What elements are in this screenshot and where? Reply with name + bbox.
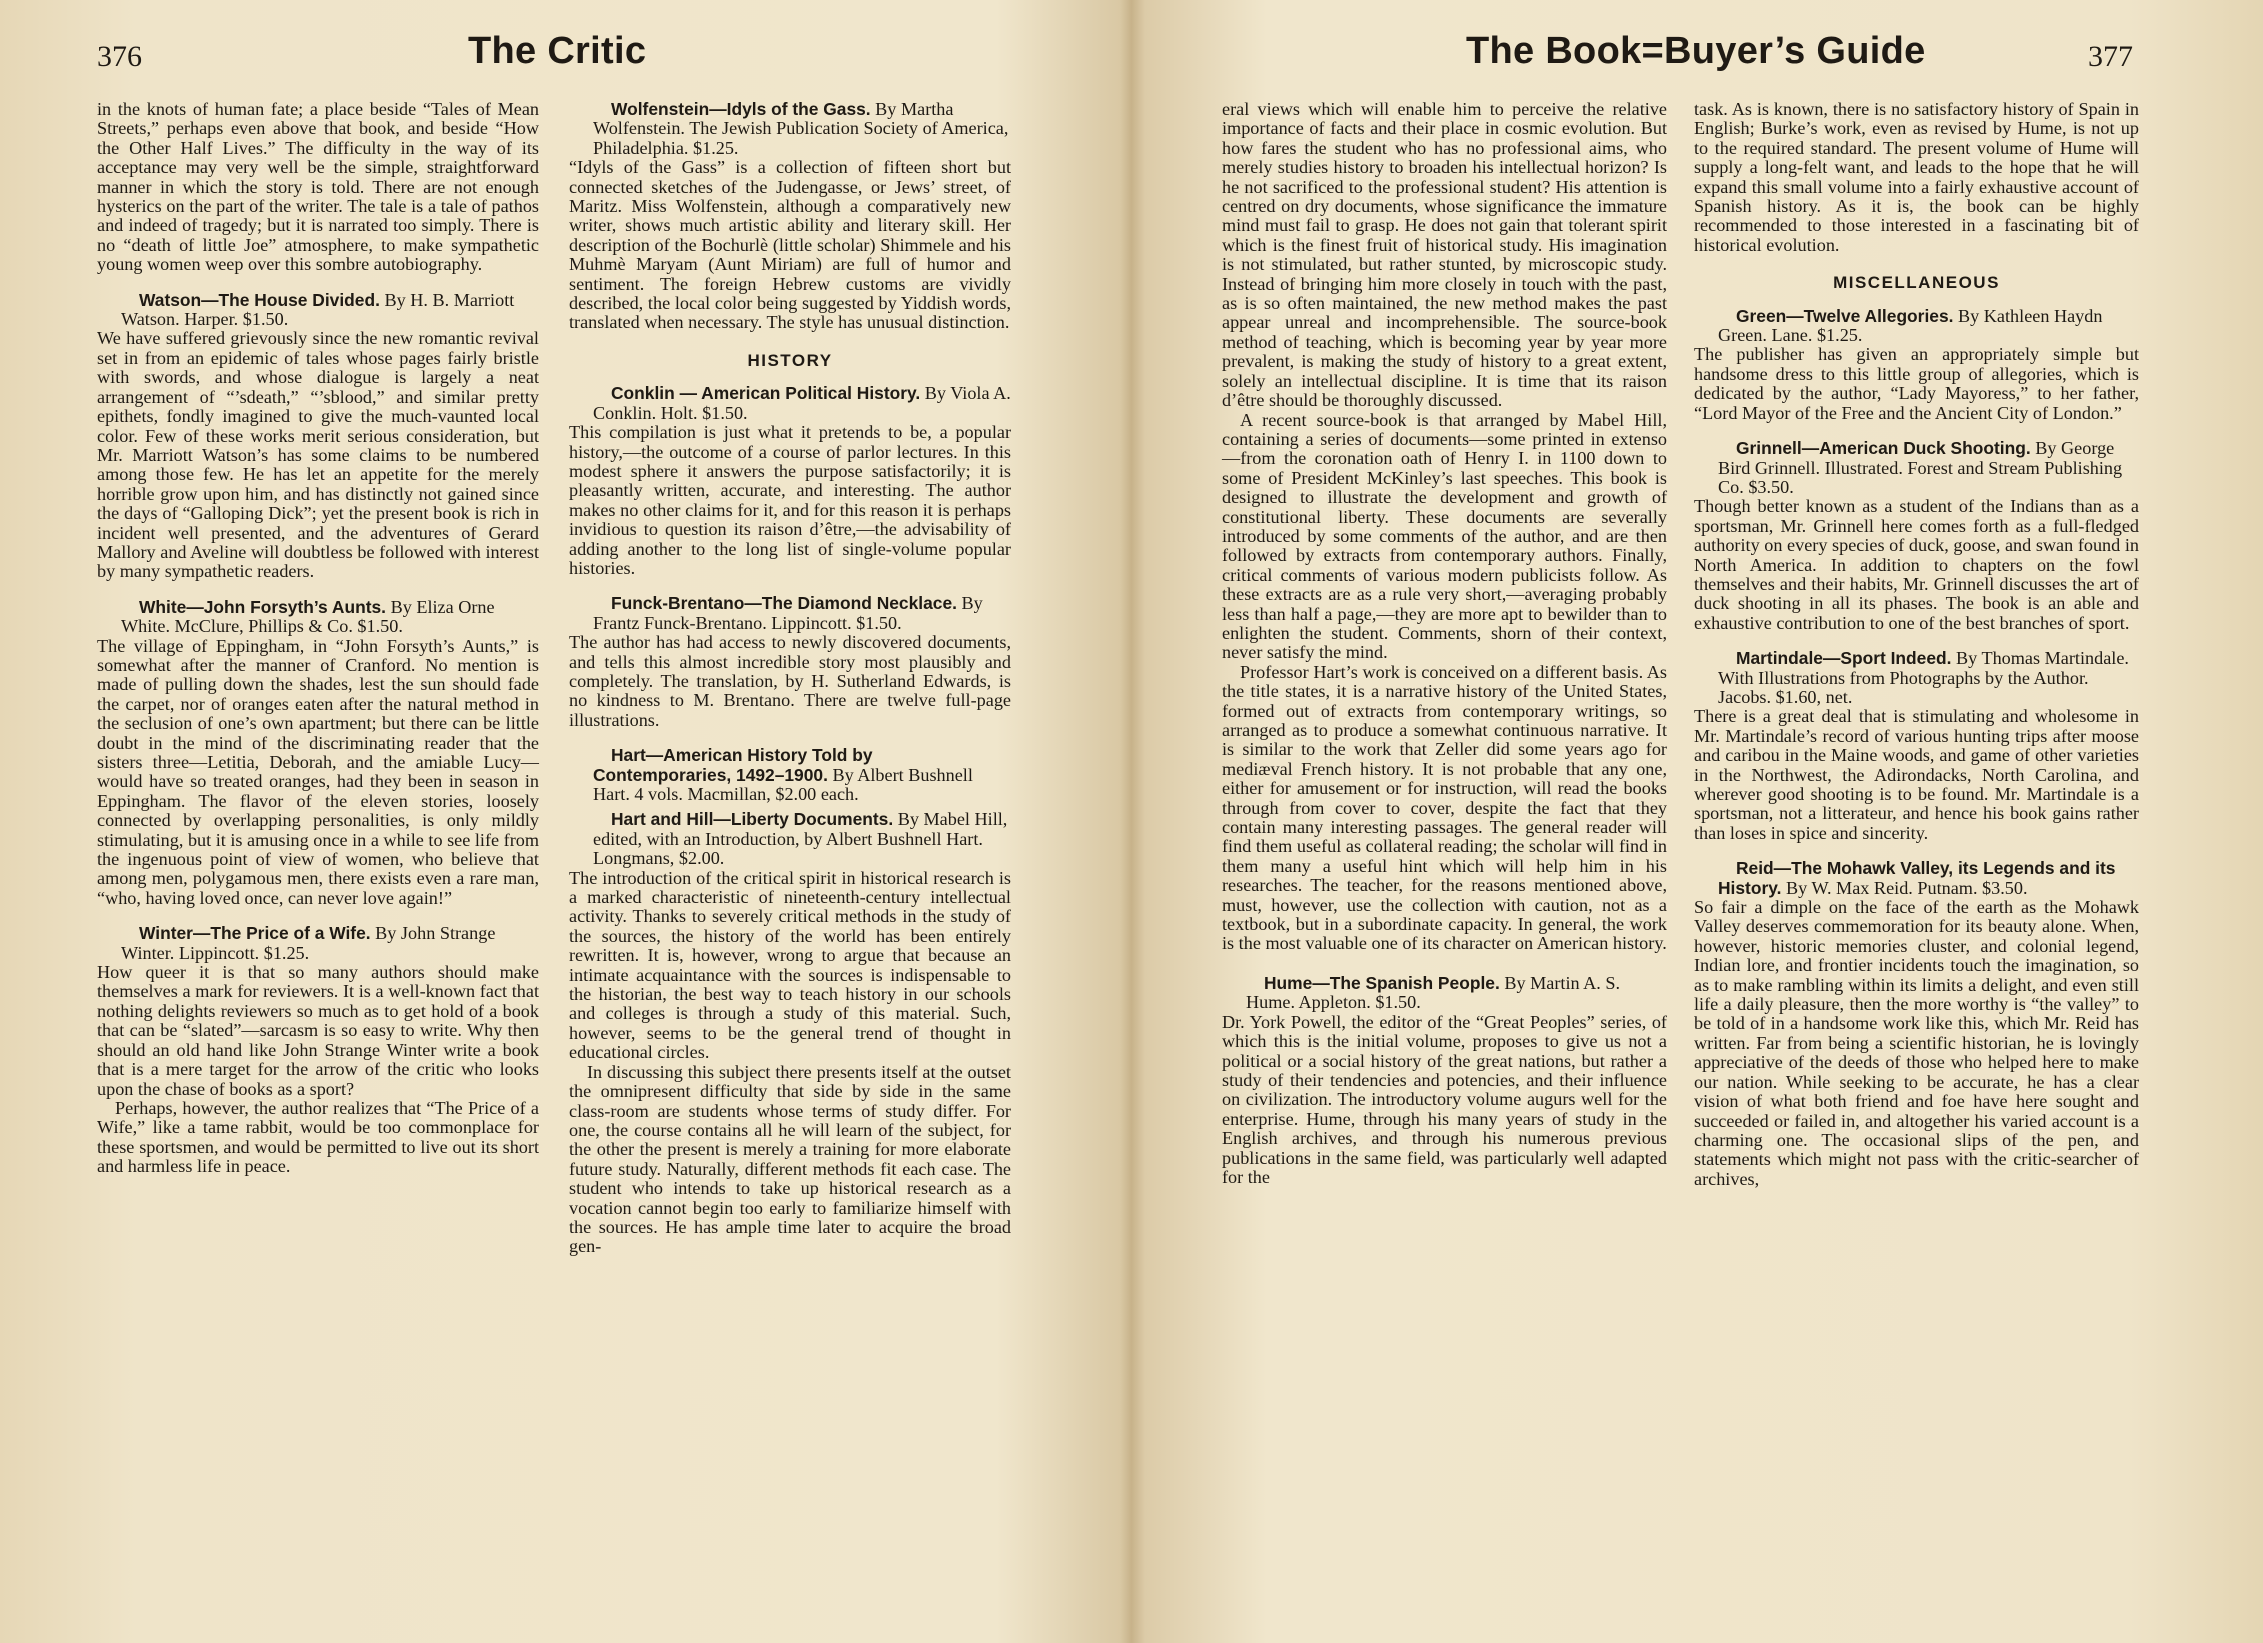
entry-heading (97, 598, 539, 637)
review-entry (97, 598, 539, 909)
section-heading-history: HISTORY (747, 350, 833, 370)
entry-text: This compilation is just what it pretends to be, a popular history,—the outcome of a course of parlor lectures. In this modest sphere it answers the purpose satisfactorily; it is pleasantly written, accurate, and interesting. The author makes no other claims for it, and for this reason it is perhaps invidious to question its raison d’être,—the advisability of adding another to the long list of single-volume popular histories. (569, 422, 1011, 578)
section-heading-miscellaneous: MISCELLANEOUS (1833, 273, 2000, 293)
entry-text: “Idyls of the Gass” is a collection of fifteen short but connected sketches of the Judengasse, or Jews’ street, of Maritz. Miss Wolfenstein, although a comparatively new writer, shows much artistic ability and literary skill. Her description of the Bochurlè (little scholar) Shimmele and his Muhmè Maryam (Aunt Miriam) are full of humor and sentiment. The foreign Hebrew customs are vividly described, the local color being suggested by Yiddish words, translated when necessary. The style has unusual distinction. (569, 157, 1011, 333)
entry-text: Though better known as a student of the Indians than as a sportsman, Mr. Grinnell here comes forth as a full-fledged authority on every species of duck, goose, and swan found in North America. In addition to chapters on the fowl themselves and their habits, Mr. Grinnell discusses the art of duck shooting in all its phases. The book is an able and exhaustive contribution to one of the best branches of sport. (1694, 496, 2139, 633)
entry-heading (569, 100, 1011, 158)
entry-heading (1694, 649, 2139, 707)
entry-heading (1694, 307, 2139, 346)
entry-title: Reid—The Mohawk Valley, its Legends and its History. (1718, 858, 2116, 898)
review-entry (1694, 307, 2139, 423)
entry-title: Watson—The House Divided. (139, 289, 380, 310)
entry-text: In discussing this subject there presents itself at the outset the omnipresent difficulty that side by side in the same class-room are students whose terms of study differ. For one, the course contains all he will learn of the subject, for the other the present is merely a training for more elaborate future study. Naturally, different methods fit each case. The student who intends to take up historical research as a vocation cannot begin too early to familiarize himself with the sources. He has ample time later to acquire the broad gen- (569, 1061, 1011, 1257)
left-column-1 (97, 100, 539, 1193)
entry-title: Funck-Brentano—The Diamond Necklace. (611, 593, 957, 614)
review-entry (569, 100, 1011, 333)
entry-heading (1222, 974, 1667, 1013)
left-page (0, 0, 1131, 1643)
left-column-2 (569, 100, 1011, 1273)
entry-heading (97, 924, 539, 963)
entry-info: By Frantz Funck-Brentano. Lippincott. $1.50. (593, 593, 983, 633)
continuation-text: Professor Hart’s work is conceived on a different basis. As the title states, it is a narrative history of the United States, formed out of extracts from contemporary writings, so arranged as to produce a somewhat continuous narrative. It is similar to the work that Zeller did some years ago for mediæval French history. It is not probable that any one, either for amusement or for instruction, will read the books through from cover to cover, despite the fact that they contain many interesting passages. The general reader will find them useful as collateral reading; the scholar will find in them many a useful hint which will help him in his researches. The teacher, for the reasons mentioned above, must, however, use the collection with caution, not as a textbook, but in a subordinate capacity. In general, the work is the most valuable one of its character on American history. (1222, 661, 1667, 954)
right-column-2 (1694, 100, 2139, 1205)
review-entry (97, 291, 539, 582)
entry-text: Dr. York Powell, the editor of the “Great Peoples” series, of which this is the initial volume, proposes to give us not a political or a social history of the great nations, but rather a study of their tendencies and potencies, and their influence on civilization. The introductory volume augurs well for the enterprise. Hume, through his many years of study in the English archives, and through his numerous previous publications in the same field, was particularly well adapted for the (1222, 1011, 1667, 1187)
review-entry (569, 810, 1011, 1256)
right-page (1132, 0, 2263, 1643)
page-number-right: 377 (2088, 40, 2133, 73)
entry-title: Green—Twelve Allegories. (1736, 305, 1954, 326)
entry-title: Conklin — American Political History. (611, 383, 921, 404)
entry-title: Hart—American History Told by Contemporaries, 1492–1900. (593, 745, 873, 785)
review-entry (569, 594, 1011, 730)
review-entry (569, 384, 1011, 578)
entry-title: Hume—The Spanish People. (1264, 972, 1500, 993)
continuation-text: A recent source-book is that arranged by Mabel Hill, containing a series of documents—some printed in extenso—from the coronation oath of Henry I. in 1100 down to some of President McKinley’s last speeches. This book is designed to illustrate the development and growth of constitutional liberty. These documents are severally introduced by some comments of the author, and are then followed by extracts from contemporary authors. Finally, critical comments of various modern publicists follow. As these extracts are as a rule very short,—averaging probably less than half a page,—they are more apt to bewilder than to enlighten the student. Comments, shorn of their context, never satisfy the mind. (1222, 409, 1667, 663)
entry-heading (569, 810, 1011, 868)
entry-text: The author has had access to newly discovered documents, and tells this almost incredible story most plausibly and completely. The translation, by H. Sutherland Edwards, is no kindness to M. Brentano. There are twelve full-page illustrations. (569, 632, 1011, 730)
continuation-text: eral views which will enable him to perceive the relative importance of facts and their place in cosmic evolution. But how fares the student who has no professional aims, who merely studies history to broaden his intellectual horizon? Is he not sacrificed to the professional student? His attention is centred on dry documents, whose significance the immature mind must fail to grasp. He does not gain that tolerant spirit which is the finest fruit of historical study. His imagination is not stimulated, but rather stunted, by microscopic study. Instead of bringing him more closely in touch with the past, as is so often maintained, the new method makes the past appear unreal and incomprehensible. The source-book method of teaching, which is becoming year by year more prevalent, is making the study of history to a great extent, solely an intellectual discipline. It is time that its raison d’être should be thoroughly discussed. (1222, 99, 1667, 411)
entry-title: Grinnell—American Duck Shooting. (1736, 438, 2031, 459)
right-column-1 (1222, 100, 1667, 1203)
entry-title: White—John Forsyth’s Aunts. (139, 596, 387, 617)
entry-info: By Albert Bushnell Hart. 4 vols. Macmillan, $2.00 each. (593, 764, 973, 804)
entry-info: By Thomas Martindale. With Illustrations from Photographs by the Author. Jacobs. $1.60, net. (1718, 648, 2129, 707)
review-entry (1222, 974, 1667, 1187)
entry-heading (1694, 439, 2139, 497)
entry-heading (569, 594, 1011, 633)
running-title-right: The Book=Buyer’s Guide (1466, 30, 1926, 72)
entry-info: By Viola A. Conklin. Holt. $1.50. (593, 383, 1011, 423)
entry-info: By Mabel Hill, edited, with an Introduction, by Albert Bushnell Hart. Longmans, $2.00. (593, 809, 1008, 869)
entry-info: By Martin A. S. Hume. Appleton. $1.50. (1246, 972, 1621, 1013)
entry-info: By W. Max Reid. Putnam. $3.50. (1786, 877, 2028, 898)
entry-heading (1694, 859, 2139, 898)
entry-title: Winter—The Price of a Wife. (139, 923, 371, 944)
entry-heading (569, 746, 1011, 804)
entry-info: By H. B. Marriott Watson. Harper. $1.50. (121, 289, 515, 330)
entry-text: The village of Eppingham, in “John Forsyth’s Aunts,” is somewhat after the manner of Cranford. No mention is made of pulling down the shades, lest the sun should fade the carpet, nor of oranges eaten after the natural method in the seclusion of one’s own apartment; but there can be little doubt in the mind of the discriminating reader that the sisters three—Letitia, Deborah, and the amiable Lucy—would have so treated oranges, had they been in season in Eppingham. The flavor of the eleven stories, loosely connected by overlapping personalities, is only mildly stimulating, but it is amusing once in a while to see life from the ingenuous point of view of women, who believe that among men, polygamous men, there exists even a rare man, “who, having loved once, can never love again!” (97, 635, 539, 908)
entry-text: The publisher has given an appropriately simple but handsome dress to this little group of allegories, which is dedicated by the author, “Lady Mayoress,” to her father, “Lord Mayor of the Free and the Ancient City of London.” (1694, 344, 2139, 423)
entry-text: So fair a dimple on the face of the earth as the Mohawk Valley deserves commemoration for its beauty alone. When, however, historic memories cluster, and colonial legend, Indian lore, and frontier incidents touch the imagination, so as to make rambling within its limits a delight, and even still life a daily pleasure, then the more worthy is “the valley” to be told of in a handsome work like this, which Mr. Reid has written. Far from being a scientific historian, he is lovingly appreciative of the deeds of those who helped here to make our nation. While seeking to be accurate, he has a clear vision of what both friend and foe have here sought and succeeded or failed in, and altogether his varied account is a charming one. The occasional slips of the pen, and statements which might not pass with the critic-searcher of archives, (1694, 897, 2139, 1189)
continuation-text: task. As is known, there is no satisfactory history of Spain in English; Burke’s work, even as revised by Hume, is not up to the required standard. The present volume of Hume will supply a long-felt want, and leads to the hope that he will expand this small volume into a fairly exhaustive account of Spanish history. As it is, the book can be highly recommended to those interested in a fascinating bit of historical evolution. (1694, 99, 2139, 255)
entry-info: By Martha Wolfenstein. The Jewish Publication Society of America, Philadelphia. $1.25. (593, 99, 1009, 158)
entry-info: By John Strange Winter. Lippincott. $1.25. (121, 923, 496, 963)
entry-title: Hart and Hill—Liberty Documents. (611, 809, 894, 830)
page-number-left: 376 (97, 40, 142, 73)
entry-info: By Kathleen Haydn Green. Lane. $1.25. (1718, 305, 2103, 346)
entry-text: How queer it is that so many authors should make themselves a mark for reviewers. It is a well-known fact that nothing delights reviewers so much as to get hold of a book that can be “slated”—sarcasm is so easy to write. Why then should an old hand like John Strange Winter write a book that is a mere target for the arrow of the critic who looks upon the chase of books as a sport? (97, 962, 539, 1099)
entry-title: Martindale—Sport Indeed. (1736, 648, 1952, 669)
running-title-left: The Critic (468, 30, 647, 72)
entry-heading (97, 291, 539, 330)
review-entry (1694, 439, 2139, 633)
review-entry (97, 924, 539, 1176)
review-entry (1694, 859, 2139, 1189)
review-entry (1694, 649, 2139, 843)
entry-text: The introduction of the critical spirit in historical research is a marked characteristic of nineteenth-century intellectual activity. Thanks to severely critical methods in the study of the sources, the history of the world has been entirely rewritten. It is, however, wrong to argue that because an intimate acquaintance with the sources is indispensable to the historian, the best way to teach history in our schools and colleges is through a study of this material. Such, however, seems to be the general trend of thought in educational circles. (569, 867, 1011, 1063)
continuation-text: in the knots of human fate; a place beside “Tales of Mean Streets,” perhaps even above that book, and beside “How the Other Half Lives.” The difficulty in the way of its acceptance may very well be the simple, straightforward manner in which the story is told. There are not enough hysterics on the part of the writer. The tale is a tale of pathos and indeed of tragedy; but it is narrated too simply. There is no “death of little Joe” atmosphere, to make sympathetic young women weep over this sombre autobiography. (97, 99, 539, 275)
entry-text: We have suffered grievously since the new romantic revival set in from an epidemic of tales whose pages fairly bristle with swords, and whose dialogue is largely a neat arrangement of “’sdeath,” “’sblood,” and similar pretty epithets, fondly imagined to give the much-vaunted local color. Few of these works merit serious consideration, but Mr. Marriott Watson’s has some claims to be numbered among those few. He has let an appetite for the merely horrible grow upon him, and has distinctly not gained since the days of “Galloping Dick”; yet the present book is rich in incident well presented, and the adventures of Gerard Mallory and Aveline will doubtless be followed with interest by many sympathetic readers. (97, 328, 539, 582)
entry-title: Wolfenstein—Idyls of the Gass. (611, 99, 871, 119)
entry-info: By George Bird Grinnell. Illustrated. Forest and Stream Publishing Co. $3.50. (1718, 438, 2123, 497)
entry-text: Perhaps, however, the author realizes that “The Price of a Wife,” like a tame rabbit, would be too commonplace for these sportsmen, and would be permitted to live out its short and harmless life in peace. (97, 1097, 539, 1177)
review-entry (569, 746, 1011, 804)
entry-text: There is a great deal that is stimulating and wholesome in Mr. Martindale’s record of various hunting trips after moose and caribou in the Maine woods, and game of other varieties in the Northwest, the Adirondacks, North Carolina, and wherever good shooting is to be found. Mr. Martindale is a sportsman, not a litterateur, and hence his book gains rather than loses in spice and sincerity. (1694, 706, 2139, 843)
entry-heading (569, 384, 1011, 423)
entry-info: By Eliza Orne White. McClure, Phillips & Co. $1.50. (121, 596, 495, 637)
